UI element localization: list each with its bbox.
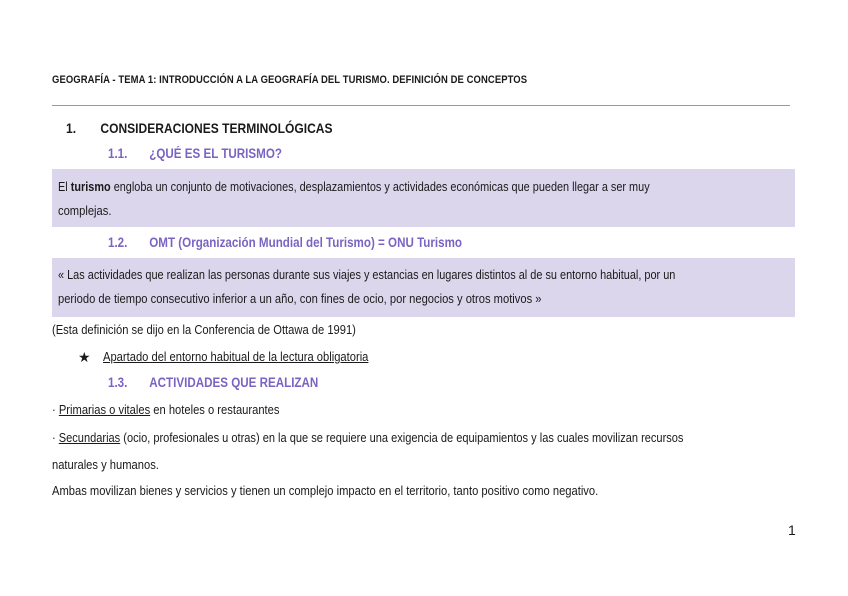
subsection-number: 1.2. [108, 235, 128, 250]
bullet-text: Apartado del entorno habitual de la lectura obligatoria [103, 349, 369, 364]
secundarias-term: Secundarias [58, 430, 121, 445]
definition-box [52, 169, 795, 227]
subsection-number: 1.3. [108, 375, 128, 390]
header-divider [52, 105, 790, 106]
ottawa-note: (Esta definición se dijo en la Conferencia de Ottawa de 1991) [52, 322, 356, 337]
subsection-title: ACTIVIDADES QUE REALIZAN [149, 375, 319, 390]
definition-line-1: El turismo engloba un conjunto de motivaciones, desplazamientos y actividades económicas que pueden llegar a ser muy [58, 179, 650, 194]
document-header: GEOGRAFÍA - TEMA 1: INTRODUCCIÓN A LA GEOGRAFÍA DEL TURISMO. DEFINICIÓN DE CONCEPTOS [52, 74, 528, 86]
term-turismo: turismo [70, 179, 111, 194]
bullet-item [103, 349, 412, 364]
secundarias-line-2: naturales y humanos. [52, 457, 159, 472]
subsection-title: ¿QUÉ ES EL TURISMO? [149, 146, 282, 161]
subsection-title: OMT (Organización Mundial del Turismo) = ONU Turismo [149, 235, 463, 250]
secundarias-item: · Secundarias (ocio, profesionales u otras) en la que se requiere una exigencia de equipamientos y las cuales movilizan recursos [52, 430, 684, 445]
primarias-item: · Primarias o vitales en hoteles o restaurantes [52, 402, 280, 417]
quote-line-2: periodo de tiempo consecutivo inferior a un año, con fines de ocio, por negocios y otros motivos » [58, 291, 542, 306]
primarias-term: Primarias o vitales [58, 402, 151, 417]
subsection-heading-1-3 [108, 375, 353, 390]
quote-line-1: « Las actividades que realizan las personas durante sus viajes y estancias en lugares distintos al de su entorno habitual, por un [58, 267, 676, 282]
subsection-heading-1-1 [108, 146, 310, 161]
section-heading [66, 120, 376, 136]
ambas-paragraph: Ambas movilizan bienes y servicios y tienen un complejo impacto en el territorio, tanto positivo como negativo. [52, 483, 599, 498]
section-title: CONSIDERACIONES TERMINOLÓGICAS [100, 120, 333, 136]
subsection-heading-1-2 [108, 235, 520, 250]
definition-line-2: complejas. [58, 203, 112, 218]
star-bullet-icon: ★ [78, 349, 91, 365]
page-number: 1 [788, 522, 796, 538]
omt-quote-box [52, 258, 795, 317]
subsection-number: 1.1. [108, 146, 128, 161]
section-number: 1. [66, 120, 77, 136]
